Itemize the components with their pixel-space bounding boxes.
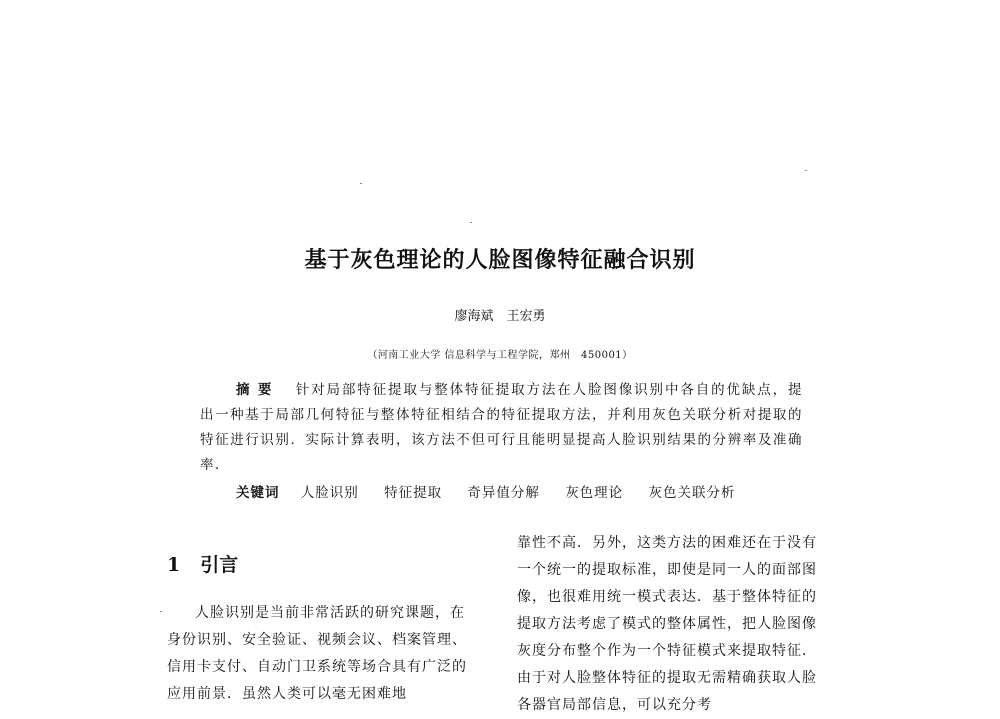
section-number: 1 [167,554,181,576]
section-heading [167,550,238,577]
author-affiliation: （河南工业大学 信息科学与工程学院，郑州 450001） [367,350,633,361]
keywords-label: 关键词 [236,485,280,501]
keyword-item: 特征提取 [384,485,443,501]
right-column-text: 靠性不高．另外，这类方法的困难还在于没有一个统一的提取标准，即使是同一人的面部图像，也很难用统一模式表达．基于整体特征的提取方法考虑了模式的整体属性，把人脸图像灰度分布整个作为一个特征模式来提取特征．由于对人脸整体特征的提取无需精确获取人脸各器官局部信息，可以充分考 [517,535,817,713]
paper-title: 基于灰色理论的人脸图像特征融合识别 [304,248,696,273]
left-column-text: 人脸识别是当前非常活跃的研究课题，在身份识别、安全验证、视频会议、档案管理、信用卡支付、自动门卫系统等场合具有广泛的应用前景．虽然人类可以毫无困难地 [167,605,467,702]
keywords [236,481,836,501]
abstract [200,378,803,478]
keyword-item: 灰色理论 [565,485,624,501]
paper-authors: 廖海斌 王宏勇 [454,309,546,324]
keyword-item: 人脸识别 [300,485,359,501]
scan-speck [160,611,162,612]
keyword-item: 奇异值分解 [467,485,540,501]
scan-speck [360,183,362,184]
scan-speck [470,222,472,223]
scan-speck [805,170,807,171]
abstract-label: 摘要 [236,382,280,398]
abstract-text: 针对局部特征提取与整体特征提取方法在人脸图像识别中各自的优缺点，提出一种基于局部几何特征与整体特征相结合的特征提取方法，并利用灰色关联分析对提取的特征进行识别．实际计算表明，该方法不但可行且能明显提高人脸识别结果的分辨率及准确率． [200,382,803,473]
section-title: 引言 [200,554,239,576]
keyword-item: 灰色关联分析 [648,485,736,501]
